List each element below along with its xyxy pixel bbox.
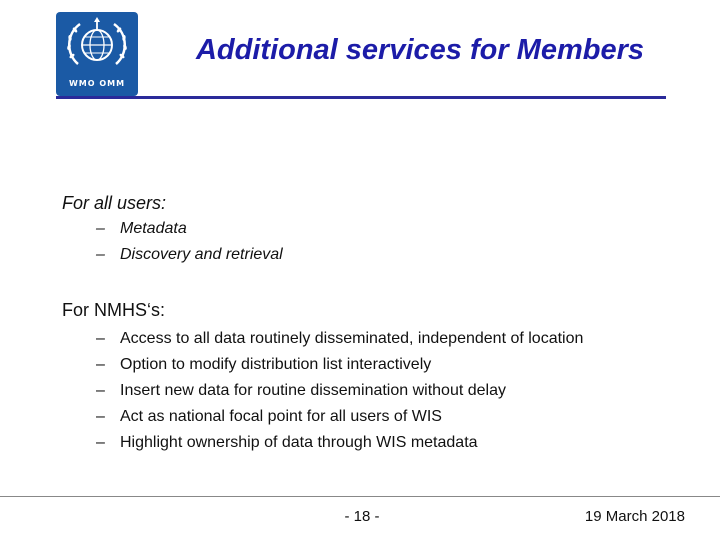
- list-item: [96, 329, 583, 355]
- title-underline: [56, 96, 666, 99]
- list-item: [96, 381, 583, 407]
- list-item-text: Metadata: [120, 220, 187, 237]
- list-item: [96, 433, 583, 459]
- list-item: [96, 355, 583, 381]
- wmo-logo: [56, 12, 138, 96]
- list-item-text: Option to modify distribution list interactively: [120, 356, 432, 373]
- all-users-list: [96, 220, 283, 272]
- list-item-text: Insert new data for routine dissemination without delay: [120, 382, 506, 399]
- footer-date: 19 March 2018: [584, 508, 685, 525]
- list-item-text: Highlight ownership of data through WIS metadata: [120, 434, 478, 451]
- bullet-dash: –: [96, 356, 105, 373]
- wmo-emblem-icon: [56, 12, 138, 82]
- bullet-dash: –: [96, 220, 105, 237]
- bullet-dash: –: [96, 382, 105, 399]
- footer-divider: [0, 496, 720, 497]
- logo-text: WMO OMM: [68, 79, 126, 88]
- bullet-dash: –: [96, 330, 105, 347]
- list-item-text: Access to all data routinely disseminated, independent of location: [120, 330, 584, 347]
- section-heading-nmhs: For NMHS‘s:: [62, 300, 165, 320]
- slide-title: Additional services for Members: [195, 34, 645, 66]
- page-number: - 18 -: [344, 508, 380, 525]
- list-item-text: Act as national focal point for all users of WIS: [120, 408, 442, 425]
- list-item: [96, 407, 583, 433]
- list-item: [96, 246, 283, 272]
- bullet-dash: –: [96, 434, 105, 451]
- section-heading-all-users: For all users:: [62, 193, 167, 213]
- nmhs-list: [96, 329, 583, 459]
- list-item: [96, 220, 283, 246]
- bullet-dash: –: [96, 408, 105, 425]
- bullet-dash: –: [96, 246, 105, 263]
- list-item-text: Discovery and retrieval: [120, 246, 283, 263]
